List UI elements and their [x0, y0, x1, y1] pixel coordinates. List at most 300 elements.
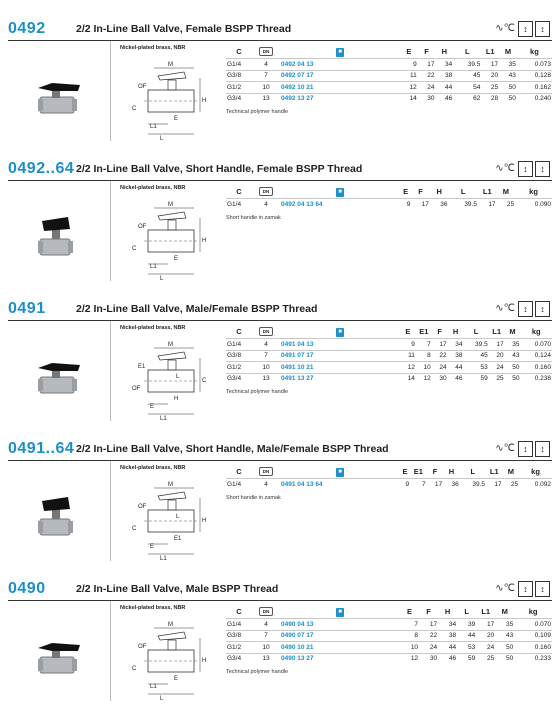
table-row — [226, 642, 552, 654]
dimension-label: C — [132, 666, 137, 672]
table-cell: G3/8 — [226, 350, 252, 362]
table-row — [226, 653, 552, 664]
table-row — [226, 59, 552, 71]
material-label: Nickel-plated brass, NBR — [120, 465, 186, 471]
product-title: 2/2 In-Line Ball Valve, Male BSPP Thread — [76, 583, 279, 595]
dimension-label: H — [202, 518, 207, 524]
spec-table — [226, 324, 552, 384]
column-header: E — [405, 326, 411, 336]
table-cell: 22 — [418, 70, 436, 82]
dimension-label: M — [168, 202, 173, 208]
table-cell: 0491 04 13 — [280, 339, 400, 351]
table-cell: 35 — [499, 59, 517, 71]
column-header: kg — [531, 326, 541, 336]
column-header: C — [236, 606, 242, 616]
table-note: Short handle in zamak — [226, 214, 281, 221]
table-cell: 17 — [432, 339, 448, 351]
table-cell: 53 — [457, 642, 476, 654]
table-cell: 39.5 — [460, 479, 486, 490]
column-header: M — [501, 606, 508, 616]
table-cell: 20 — [476, 630, 495, 642]
table-cell: 34 — [435, 59, 453, 71]
table-cell: 39.5 — [464, 339, 489, 351]
column-header: F — [418, 186, 423, 196]
column-header: H — [448, 466, 455, 476]
nominal-diameter-icon: DN — [259, 467, 273, 476]
dimension-label: OF — [138, 644, 147, 650]
dimension-label: E1 — [174, 536, 182, 542]
nominal-diameter-icon: DN — [259, 47, 273, 56]
column-header: kg — [530, 46, 539, 56]
product-title: 2/2 In-Line Ball Valve, Female BSPP Thread — [76, 23, 292, 35]
column-header: E — [407, 606, 413, 616]
dimension-label: L1 — [150, 264, 157, 270]
table-cell: 20 — [489, 350, 505, 362]
product-image — [8, 601, 111, 701]
column-header: L — [473, 326, 479, 336]
column-header: F — [432, 466, 438, 476]
technical-drawing — [124, 478, 210, 564]
table-header-row — [226, 184, 552, 199]
table-cell: 50 — [499, 82, 517, 94]
table-cell: G1/2 — [226, 82, 252, 94]
table-cell: 0490 13 27 — [280, 653, 400, 664]
technical-drawing — [124, 58, 210, 144]
product-section — [0, 160, 560, 300]
column-header — [252, 184, 280, 199]
table-row — [226, 93, 552, 104]
table-cell: 7 — [252, 70, 280, 82]
table-cell: 24 — [489, 362, 505, 374]
table-cell: 50 — [505, 373, 521, 384]
table-cell: 0.128 — [517, 70, 552, 82]
table-cell: 36 — [430, 199, 449, 210]
table-row — [226, 362, 552, 374]
table-cell: 12 — [416, 373, 432, 384]
table-cell: 30 — [418, 93, 436, 104]
table-cell: 0492 04 13 64 — [280, 199, 400, 210]
column-header: M — [507, 466, 514, 476]
product-section — [0, 300, 560, 440]
column-header: L1 — [481, 606, 491, 616]
dimension-label: M — [168, 622, 173, 628]
column-header: H — [441, 46, 448, 56]
dimension-label: C — [132, 106, 137, 112]
column-header: kg — [529, 186, 538, 196]
table-cell: 0492 04 13 — [280, 59, 400, 71]
table-cell: 54 — [453, 82, 481, 94]
temperature-range-icon: ∿℃ — [495, 303, 515, 314]
dimension-label: E — [150, 544, 155, 550]
product-section — [0, 20, 560, 160]
column-header: L — [464, 46, 470, 56]
table-cell: 0.109 — [514, 630, 552, 642]
dimension-label: L — [176, 514, 180, 520]
table-cell: 44 — [438, 642, 457, 654]
info-icon: ↕ — [535, 301, 550, 317]
column-header: kg — [528, 606, 538, 616]
column-header: E1 — [419, 326, 429, 336]
table-cell: 59 — [457, 653, 476, 664]
table-cell: 0.092 — [519, 479, 552, 490]
table-cell: 0492 13 27 — [280, 93, 400, 104]
table-cell: 17 — [419, 619, 438, 631]
table-cell: G1/2 — [226, 362, 252, 374]
column-header: E — [406, 46, 412, 56]
spec-icons — [494, 161, 550, 177]
table-cell: 36 — [443, 479, 460, 490]
table-cell: 30 — [432, 373, 448, 384]
table-note: Technical polymer handle — [226, 389, 289, 395]
column-header: L1 — [482, 186, 492, 196]
pressure-icon: ↕ — [518, 581, 533, 597]
dimension-label: L — [160, 696, 164, 702]
dimension-label: E — [174, 256, 179, 262]
column-header: C — [236, 466, 242, 476]
table-cell: 9 — [400, 479, 410, 490]
table-cell: 44 — [448, 362, 464, 374]
table-cell: 0.070 — [520, 339, 552, 351]
table-cell: 0490 10 21 — [280, 642, 400, 654]
table-cell: G1/4 — [226, 479, 252, 490]
table-cell: 17 — [411, 199, 430, 210]
table-row — [226, 70, 552, 82]
table-cell: 7 — [252, 350, 280, 362]
table-cell: 25 — [476, 653, 495, 664]
table-cell: 13 — [252, 93, 280, 104]
article-number-icon: ■ — [336, 328, 344, 337]
table-cell: 25 — [481, 82, 499, 94]
table-cell: G3/4 — [226, 373, 252, 384]
temperature-range-icon: ∿℃ — [495, 443, 515, 454]
table-row — [226, 630, 552, 642]
table-cell: 44 — [435, 82, 453, 94]
table-header-row — [226, 324, 552, 339]
product-image — [8, 461, 111, 561]
column-header: H — [444, 606, 451, 616]
column-header — [252, 464, 280, 479]
table-cell: 14 — [400, 373, 416, 384]
table-cell: 17 — [427, 479, 444, 490]
material-label: Nickel-plated brass, NBR — [120, 605, 186, 611]
technical-drawing — [124, 338, 210, 424]
technical-drawing — [124, 198, 210, 284]
dimension-label: E1 — [138, 364, 146, 370]
column-header: C — [236, 326, 242, 336]
table-cell: 62 — [453, 93, 481, 104]
table-cell: 13 — [252, 373, 280, 384]
column-header — [280, 184, 400, 199]
table-cell: 46 — [448, 373, 464, 384]
table-cell: 43 — [505, 350, 521, 362]
product-code: 0492..64 — [8, 160, 75, 177]
table-cell: 12 — [400, 653, 419, 664]
spec-table — [226, 604, 552, 664]
table-cell: 4 — [252, 339, 280, 351]
product-section — [0, 580, 560, 720]
column-header: F — [426, 606, 431, 616]
table-note: Technical polymer handle — [226, 109, 289, 115]
technical-drawing — [124, 618, 210, 704]
column-header: M — [502, 186, 509, 196]
dimension-label: H — [202, 238, 207, 244]
nominal-diameter-icon: DN — [259, 607, 273, 616]
table-cell: 43 — [495, 630, 514, 642]
dimension-label: E — [150, 404, 155, 410]
table-cell: 0.162 — [517, 82, 552, 94]
column-header: E — [403, 186, 409, 196]
column-header — [280, 44, 400, 59]
table-cell: 34 — [438, 619, 457, 631]
table-cell: 25 — [497, 199, 516, 210]
column-header — [252, 44, 280, 59]
table-cell: 50 — [495, 642, 514, 654]
table-cell: 46 — [438, 653, 457, 664]
table-cell: 8 — [400, 630, 419, 642]
product-section — [0, 440, 560, 580]
table-cell: 0.160 — [520, 362, 552, 374]
table-cell: 8 — [416, 350, 432, 362]
table-cell: 7 — [416, 339, 432, 351]
material-label: Nickel-plated brass, NBR — [120, 185, 186, 191]
table-cell: 7 — [252, 630, 280, 642]
product-title: 2/2 In-Line Ball Valve, Male/Female BSPP Thread — [76, 303, 318, 315]
spec-table — [226, 464, 552, 490]
dimension-label: OF — [138, 84, 147, 90]
column-header: F — [424, 46, 429, 56]
table-cell: 39 — [457, 619, 476, 631]
pressure-icon: ↕ — [518, 301, 533, 317]
table-cell: 9 — [400, 339, 416, 351]
product-image — [8, 181, 111, 281]
column-header: L — [470, 466, 476, 476]
table-cell: 35 — [495, 619, 514, 631]
dimension-label: L — [160, 276, 164, 282]
table-cell: G3/8 — [226, 70, 252, 82]
table-cell: 11 — [400, 350, 416, 362]
table-note: Technical polymer handle — [226, 669, 289, 675]
table-cell: 10 — [400, 642, 419, 654]
table-cell: 50 — [495, 653, 514, 664]
table-cell: 13 — [252, 653, 280, 664]
table-cell: 4 — [252, 479, 280, 490]
table-cell: 0.233 — [514, 653, 552, 664]
table-cell: 4 — [252, 59, 280, 71]
temperature-range-icon: ∿℃ — [495, 583, 515, 594]
table-cell: 0.070 — [514, 619, 552, 631]
info-icon: ↕ — [535, 21, 550, 37]
table-cell: 12 — [400, 362, 416, 374]
table-header-row — [226, 464, 552, 479]
dimension-label: M — [168, 482, 173, 488]
table-cell: 10 — [252, 82, 280, 94]
table-cell: 45 — [464, 350, 489, 362]
table-cell: G3/4 — [226, 93, 252, 104]
table-row — [226, 339, 552, 351]
table-row — [226, 479, 552, 490]
column-header: L — [460, 186, 466, 196]
dimension-label: OF — [138, 224, 147, 230]
table-cell: G1/4 — [226, 339, 252, 351]
table-cell: 4 — [252, 619, 280, 631]
material-label: Nickel-plated brass, NBR — [120, 45, 186, 51]
pressure-icon: ↕ — [518, 161, 533, 177]
table-row — [226, 82, 552, 94]
info-icon: ↕ — [535, 441, 550, 457]
dimension-label: E — [174, 116, 179, 122]
table-cell: 34 — [448, 339, 464, 351]
column-header: H — [436, 186, 442, 196]
table-cell: 38 — [438, 630, 457, 642]
table-cell: 9 — [400, 59, 418, 71]
nominal-diameter-icon: DN — [259, 187, 273, 196]
article-number-icon: ■ — [336, 608, 344, 617]
dimension-label: M — [168, 342, 173, 348]
dimension-label: OF — [138, 504, 147, 510]
article-number-icon: ■ — [336, 468, 344, 477]
column-header: L1 — [485, 46, 495, 56]
temperature-range-icon: ∿℃ — [495, 23, 515, 34]
pressure-icon: ↕ — [518, 21, 533, 37]
product-code: 0492 — [8, 20, 46, 37]
table-cell: 44 — [457, 630, 476, 642]
table-cell: 7 — [400, 619, 419, 631]
spec-icons — [494, 581, 550, 597]
dimension-label: H — [202, 98, 207, 104]
spec-icons — [494, 301, 550, 317]
table-cell: 50 — [505, 362, 521, 374]
table-cell: 14 — [400, 93, 418, 104]
table-cell: 39.5 — [453, 59, 481, 71]
table-cell: 25 — [489, 373, 505, 384]
pressure-icon: ↕ — [518, 441, 533, 457]
table-cell: 28 — [481, 93, 499, 104]
dimension-label: L1 — [160, 416, 167, 422]
spec-table — [226, 44, 552, 104]
dimension-label: H — [202, 658, 207, 664]
table-cell: 17 — [478, 199, 497, 210]
table-cell: 24 — [476, 642, 495, 654]
article-number-icon: ■ — [336, 48, 344, 57]
table-cell: G1/4 — [226, 199, 252, 210]
table-cell: 11 — [400, 70, 418, 82]
table-cell: 24 — [419, 642, 438, 654]
table-cell: 17 — [476, 619, 495, 631]
info-icon: ↕ — [535, 161, 550, 177]
column-header: M — [509, 326, 516, 336]
dimension-label: L — [176, 374, 180, 380]
table-cell: 10 — [416, 362, 432, 374]
table-note: Short handle in zamak — [226, 494, 281, 501]
table-cell: 0492 10 21 — [280, 82, 400, 94]
table-cell: 20 — [481, 70, 499, 82]
product-title: 2/2 In-Line Ball Valve, Short Handle, Female BSPP Thread — [76, 163, 363, 175]
table-cell: 4 — [252, 199, 280, 210]
table-cell: 30 — [419, 653, 438, 664]
column-header: C — [236, 186, 242, 196]
dimension-label: L1 — [160, 556, 167, 562]
table-cell: G1/2 — [226, 642, 252, 654]
product-code: 0491 — [8, 300, 46, 317]
table-cell: 0.160 — [514, 642, 552, 654]
table-header-row — [226, 44, 552, 59]
table-cell: 53 — [464, 362, 489, 374]
spec-table — [226, 184, 552, 210]
table-cell: 50 — [499, 93, 517, 104]
column-header: M — [504, 46, 512, 56]
dimension-label: L1 — [150, 124, 157, 130]
product-code: 0490 — [8, 580, 46, 597]
column-header — [280, 464, 400, 479]
dimension-label: M — [168, 62, 173, 68]
dimension-label: H — [174, 396, 179, 402]
material-label: Nickel-plated brass, NBR — [120, 325, 186, 331]
dimension-label: OF — [132, 386, 141, 392]
info-icon: ↕ — [535, 581, 550, 597]
table-cell: 46 — [435, 93, 453, 104]
table-cell: 45 — [453, 70, 481, 82]
spec-icons — [494, 21, 550, 37]
table-cell: 0491 07 17 — [280, 350, 400, 362]
table-cell: 25 — [503, 479, 520, 490]
table-row — [226, 619, 552, 631]
table-cell: 0491 13 27 — [280, 373, 400, 384]
product-title: 2/2 In-Line Ball Valve, Short Handle, Male/Female BSPP Thread — [76, 443, 389, 455]
table-cell: 43 — [499, 70, 517, 82]
column-header: L1 — [492, 326, 502, 336]
table-cell: 0.238 — [520, 373, 552, 384]
table-header-row — [226, 604, 552, 619]
table-cell: 10 — [252, 362, 280, 374]
table-cell: G1/4 — [226, 59, 252, 71]
dimension-label: E — [174, 676, 179, 682]
table-cell: 9 — [400, 199, 411, 210]
dimension-label: C — [132, 526, 137, 532]
table-cell: 17 — [489, 339, 505, 351]
nominal-diameter-icon: DN — [259, 327, 273, 336]
table-row — [226, 199, 552, 210]
table-cell: 0.073 — [517, 59, 552, 71]
table-cell: 22 — [419, 630, 438, 642]
table-cell: 17 — [486, 479, 503, 490]
dimension-label: C — [132, 246, 137, 252]
table-cell: 0.090 — [515, 199, 552, 210]
table-cell: 0.124 — [520, 350, 552, 362]
column-header — [252, 604, 280, 619]
table-cell: 35 — [505, 339, 521, 351]
article-number-icon: ■ — [336, 188, 344, 197]
column-header — [280, 324, 400, 339]
table-cell: 0490 04 13 — [280, 619, 400, 631]
table-cell: 24 — [418, 82, 436, 94]
product-image — [8, 41, 111, 141]
column-header: L1 — [489, 466, 499, 476]
table-cell: 39.5 — [448, 199, 478, 210]
column-header: kg — [531, 466, 540, 476]
column-header: F — [437, 326, 442, 336]
table-cell: 7 — [410, 479, 426, 490]
table-cell: 10 — [252, 642, 280, 654]
table-cell: 22 — [432, 350, 448, 362]
column-header: H — [452, 326, 459, 336]
table-cell: 0492 07 17 — [280, 70, 400, 82]
product-image — [8, 321, 111, 421]
table-row — [226, 350, 552, 362]
table-cell: 0491 04 13 64 — [280, 479, 400, 490]
table-cell: 0491 10 21 — [280, 362, 400, 374]
table-cell: G1/4 — [226, 619, 252, 631]
temperature-range-icon: ∿℃ — [495, 163, 515, 174]
